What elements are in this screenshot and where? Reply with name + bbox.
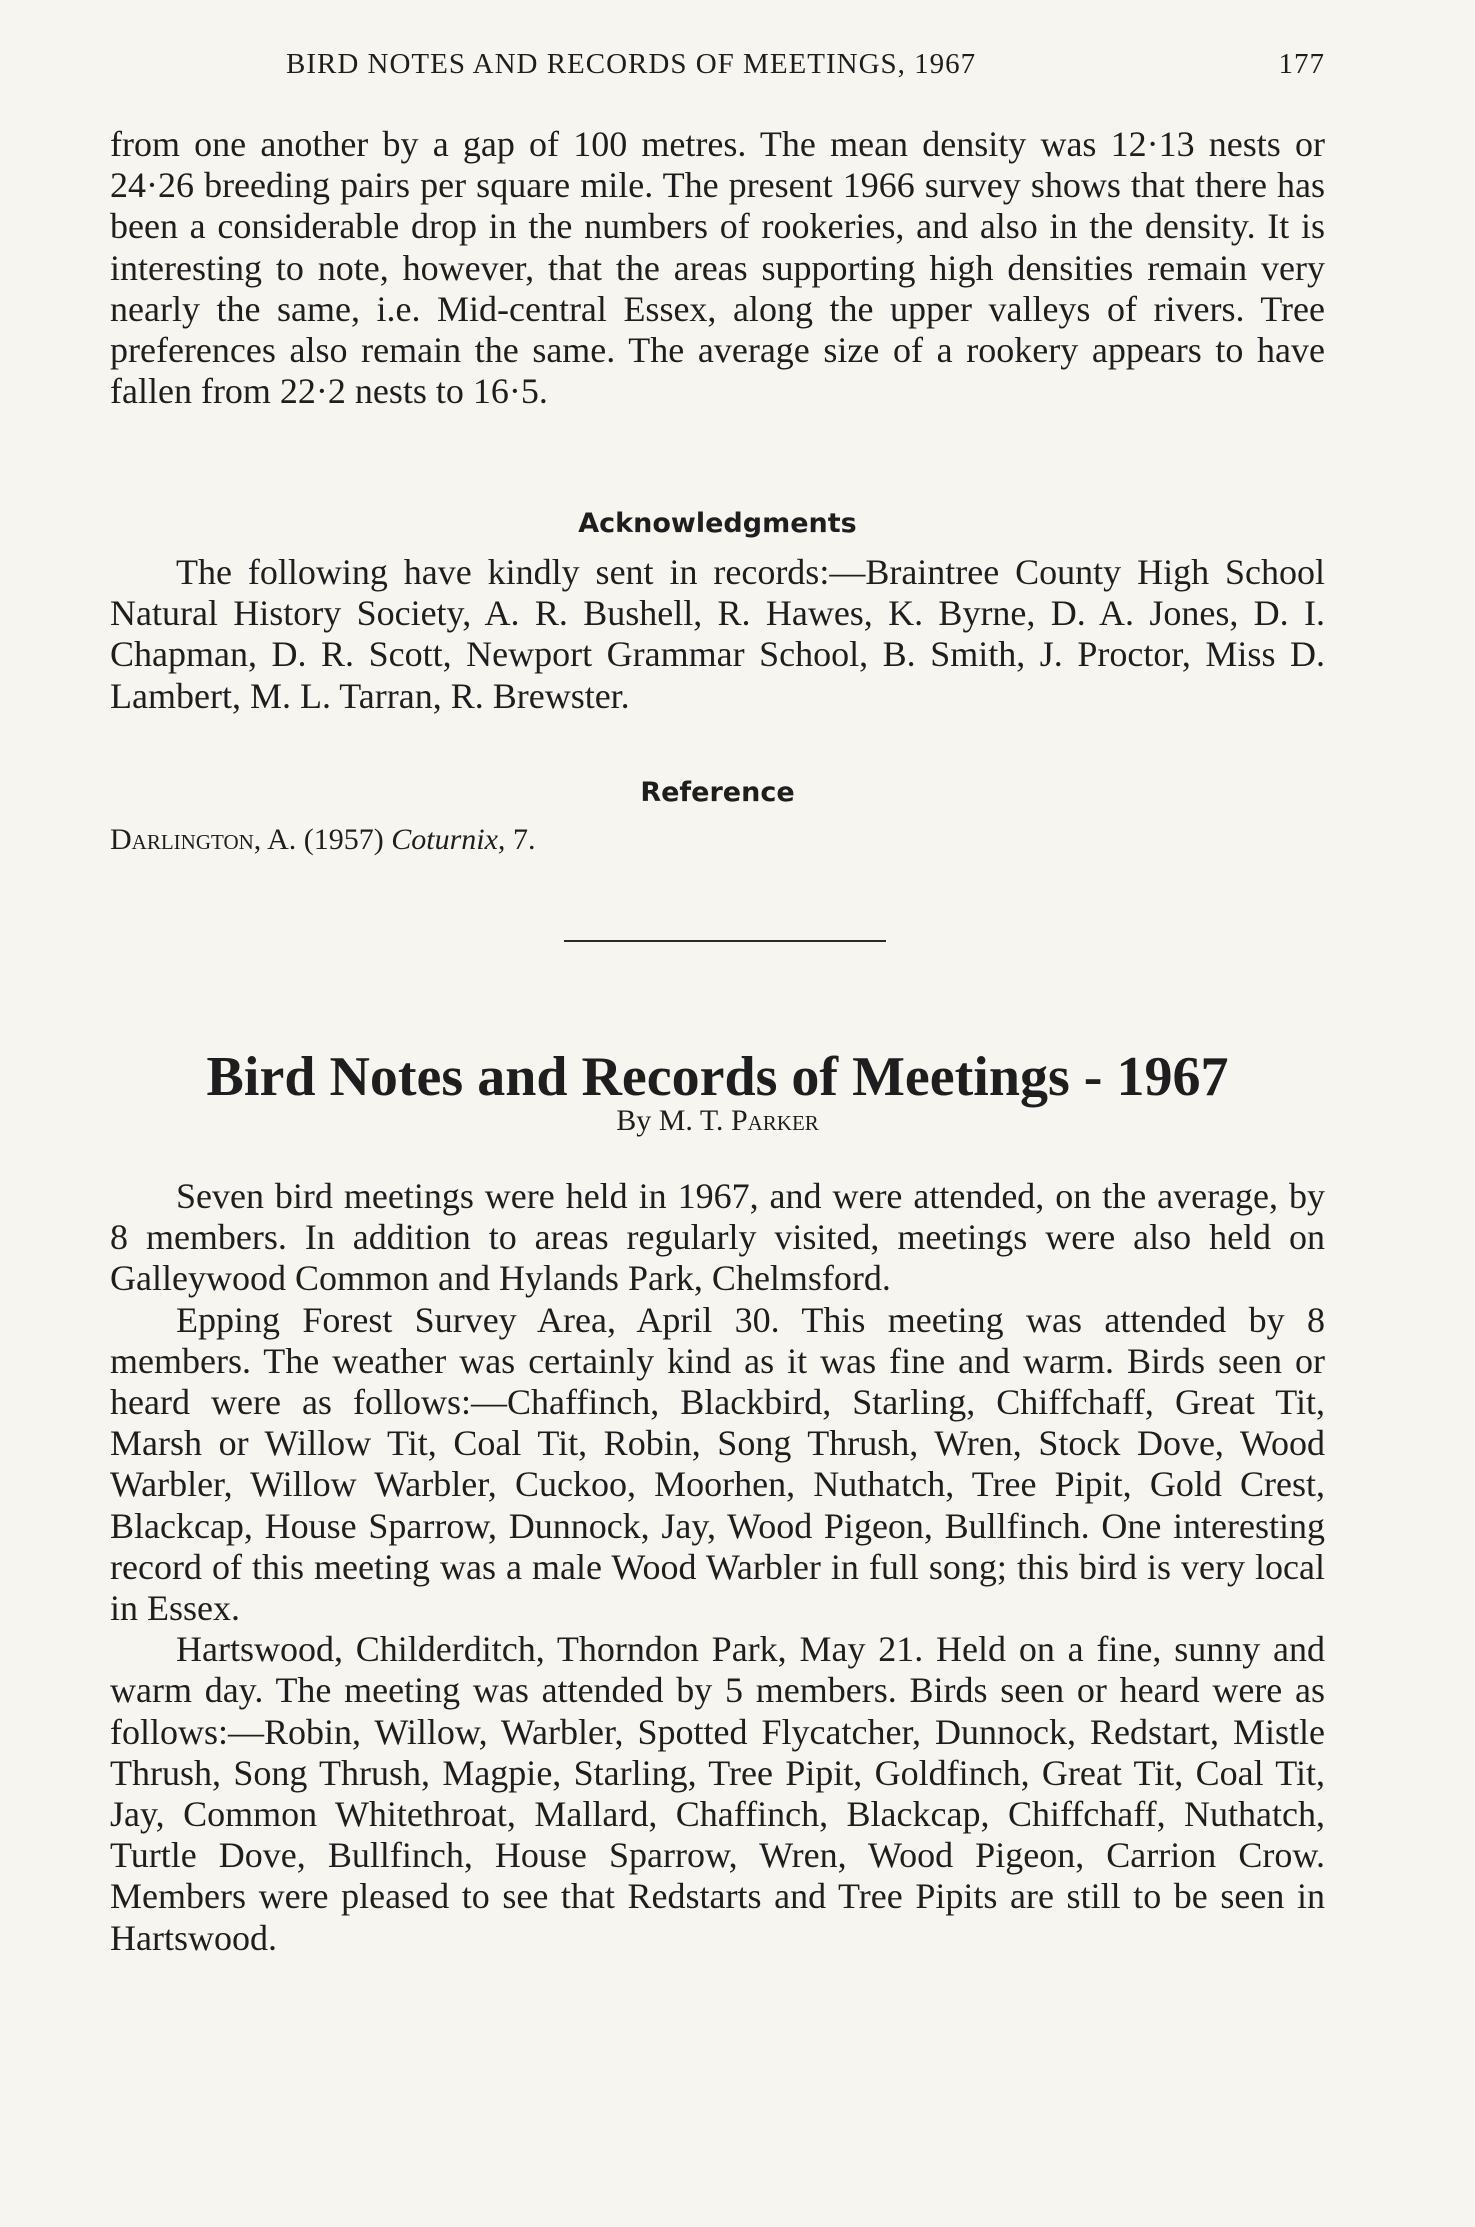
- intro-section: [110, 124, 1325, 412]
- acknowledgments-heading: Acknowledgments: [578, 508, 857, 539]
- article-title: Bird Notes and Records of Meetings - 1967: [206, 1045, 1229, 1108]
- acknowledgments-text: The following have kindly sent in records:—Braintree County High School Natural History Society, A. R. Bushell, R. Hawes, K. Byrne, D. A. Jones, D. I. Chapman, D. R. Scott, Newport Grammar School, B. Smith, J. Proctor, Miss D. Lambert, M. L. Tarran, R. Brewster.: [110, 552, 1325, 716]
- byline-author: Parker: [730, 1104, 819, 1137]
- running-title: BIRD NOTES AND RECORDS OF MEETINGS, 1967: [286, 48, 977, 80]
- running-head: [110, 48, 1325, 88]
- article-paragraph: Hartswood, Childerditch, Thorndon Park, May 21. Held on a fine, sunny and warm day. The meeting was attended by 5 members. Birds seen or heard were as follows:—Robin, Willow, Warbler, Spotted Flycatcher, Dunnock, Redstart, Mistle Thrush, Song Thrush, Magpie, Starling, Tree Pipit, Goldfinch, Great Tit, Coal Tit, Jay, Common Whitethroat, Mallard, Chaffinch, Blackcap, Chiffchaff, Nuthatch, Turtle Dove, Bullfinch, House Sparrow, Wren, Wood Pigeon, Carrion Crow. Members were pleased to see that Redstarts and Tree Pipits are still to be seen in Hartswood.: [110, 1629, 1325, 1958]
- reference-journal: Coturnix,: [391, 823, 506, 856]
- section-divider: [564, 940, 886, 942]
- reference-author: Darlington, A. (1957): [110, 823, 384, 856]
- byline: [110, 1104, 1325, 1138]
- page-number: 177: [1278, 48, 1325, 80]
- acknowledgments-section: [110, 552, 1325, 717]
- reference-page: 7.: [512, 823, 536, 856]
- article-body: [110, 1176, 1325, 1959]
- reference-entry: [110, 823, 535, 857]
- intro-paragraph: from one another by a gap of 100 metres. The mean density was 12·13 nests or 24·26 breeding pairs per square mile. The present 1966 survey shows that there has been a considerable drop in the numbers of rookeries, and also in the density. It is interesting to note, however, that the areas supporting high densities remain very nearly the same, i.e. Mid-central Essex, along the upper valleys of rivers. Tree preferences also remain the same. The average size of a rookery appears to have fallen from 22·2 nests to 16·5.: [110, 124, 1325, 412]
- article-paragraph: Epping Forest Survey Area, April 30. This meeting was attended by 8 members. The weather was certainly kind as it was fine and warm. Birds seen or heard were as follows:—Chaffinch, Blackbird, Starling, Chiffchaff, Great Tit, Marsh or Willow Tit, Coal Tit, Robin, Song Thrush, Wren, Stock Dove, Wood Warbler, Willow Warbler, Cuckoo, Moorhen, Nuthatch, Tree Pipit, Gold Crest, Blackcap, House Sparrow, Dunnock, Jay, Wood Pigeon, Bullfinch. One interesting record of this meeting was a male Wood Warbler in full song; this bird is very local in Essex.: [110, 1299, 1325, 1629]
- article-paragraph: Seven bird meetings were held in 1967, and were attended, on the average, by 8 members. In addition to areas regularly visited, meetings were also held on Galleywood Common and Hylands Park, Chelmsford.: [110, 1176, 1325, 1299]
- reference-heading: Reference: [640, 777, 795, 808]
- byline-prefix: By M. T.: [616, 1104, 724, 1137]
